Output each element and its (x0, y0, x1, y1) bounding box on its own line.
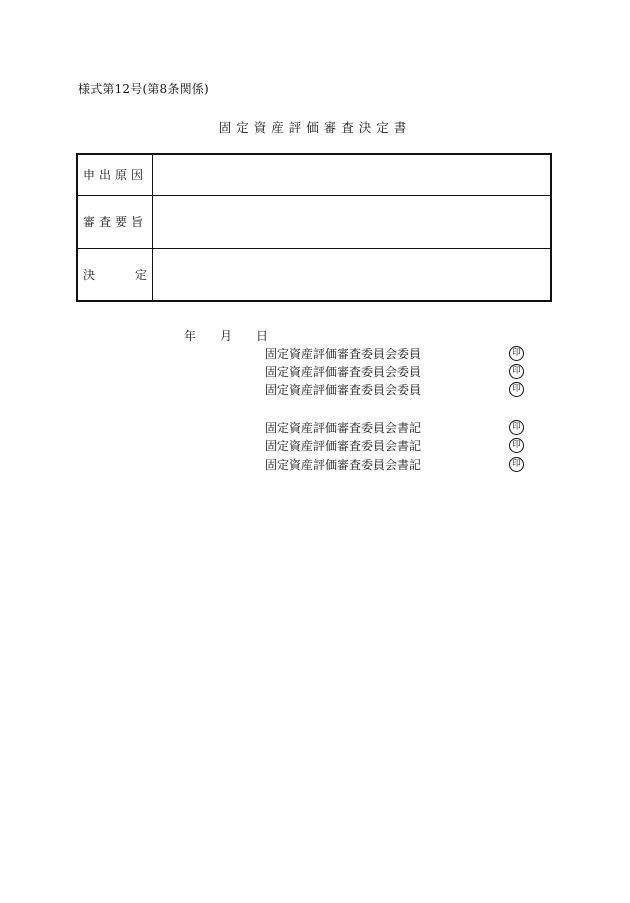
date-day: 日 (256, 329, 269, 343)
signature-clerk-1: 固定資産評価審査委員会書記 (265, 421, 422, 435)
seal-icon: 印 (509, 420, 524, 435)
signature-clerk-2: 固定資産評価審査委員会書記 (265, 439, 422, 453)
table-row-reason (77, 154, 551, 195)
value-summary[interactable] (153, 195, 552, 248)
signature-member-2: 固定資産評価審査委員会委員 (265, 365, 422, 379)
seal-icon: 印 (509, 382, 524, 397)
signature-member-1: 固定資産評価審査委員会委員 (265, 347, 422, 361)
table-row-decision (77, 248, 551, 301)
date-month: 月 (220, 329, 233, 343)
table-row-summary (77, 195, 551, 248)
label-summary: 審査要旨 (77, 195, 153, 248)
seal-icon: 印 (509, 346, 524, 361)
value-reason[interactable] (153, 154, 552, 195)
label-decision-right: 定 (134, 267, 147, 282)
signature-member-3: 固定資産評価審査委員会委員 (265, 383, 422, 397)
date-year: 年 (184, 329, 197, 343)
decision-table (76, 153, 552, 302)
form-number: 様式第12号(第8条関係) (78, 82, 209, 96)
seal-icon: 印 (509, 457, 524, 472)
label-decision-left: 決 (83, 267, 96, 282)
value-decision[interactable] (153, 248, 552, 301)
label-decision (77, 248, 153, 301)
document-title: 固定資産評価審査決定書 (218, 120, 412, 135)
signature-clerk-3: 固定資産評価審査委員会書記 (265, 458, 422, 472)
seal-icon: 印 (509, 438, 524, 453)
seal-icon: 印 (509, 364, 524, 379)
label-reason: 申出原因 (77, 154, 153, 195)
